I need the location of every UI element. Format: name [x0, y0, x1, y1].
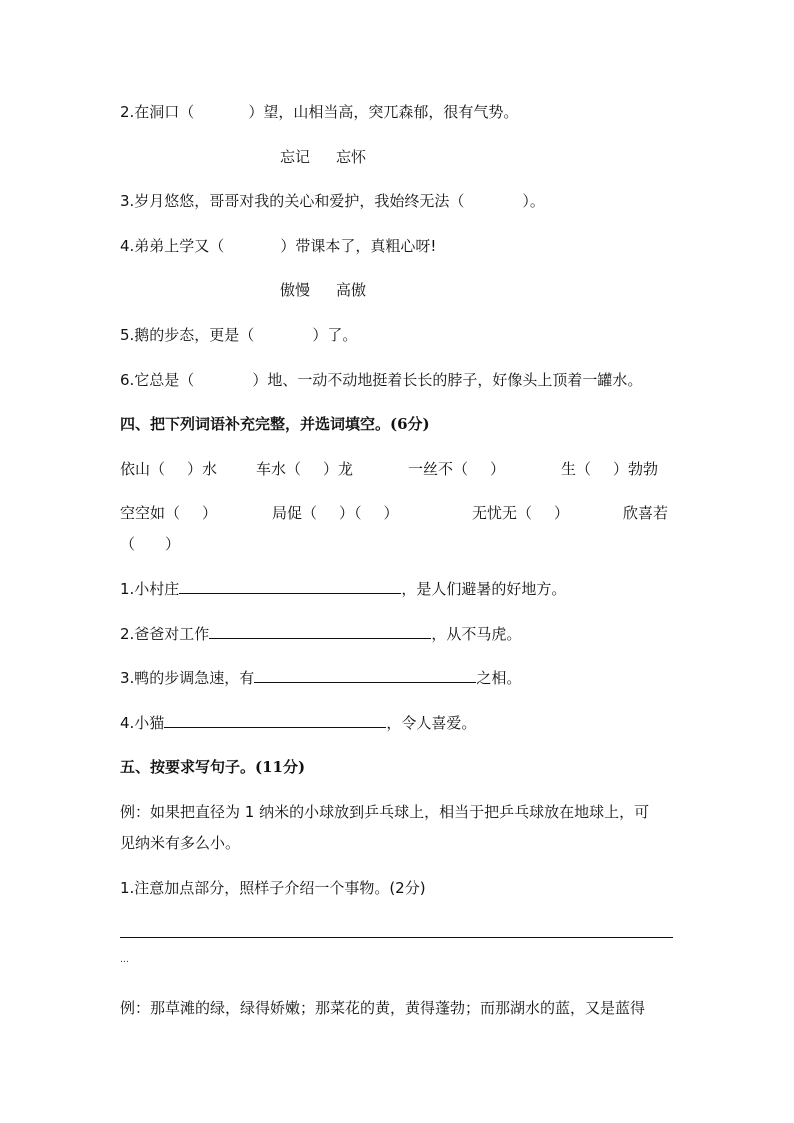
idiom-item: 车水（ ）龙	[256, 460, 354, 478]
answer-line[interactable]	[209, 624, 431, 639]
fill-question-2: 2.爸爸对工作 ，从不马虎。	[120, 625, 522, 643]
fill-question-3: 3.鸭的步调急速，有 之相。	[120, 669, 522, 687]
section-4-heading: 四、把下列词语补充完整，并选词填空。(6分)	[120, 415, 430, 433]
example-1-line-2: 见纳米有多么小。	[120, 834, 241, 852]
idiom-item: 欣喜若	[623, 504, 669, 522]
word-choice-1: 忘记	[280, 148, 311, 166]
idiom-item: 无忧无（ ）	[472, 504, 570, 522]
task-1-prompt: 1.注意加点部分，照样子介绍一个事物。(2分)	[120, 879, 426, 897]
continuation-dots: …	[120, 955, 129, 965]
answer-line[interactable]	[179, 579, 401, 594]
example-2-line-1: 例：那草滩的绿，绿得娇嫩；那菜花的黄，黄得蓬勃；而那湖水的蓝，又是蓝得	[120, 999, 646, 1017]
question-3: 3.岁月悠悠，哥哥对我的关心和爱护，我始终无法（ ）。	[120, 192, 545, 210]
answer-rule[interactable]	[120, 937, 673, 938]
fill-question-1: 1.小村庄 ，是人们避暑的好地方。	[120, 580, 567, 598]
idiom-item: 局促（ ）（ ）	[272, 504, 399, 522]
question-5: 5.鹅的步态，更是（ ）了。	[120, 326, 358, 344]
idiom-item: 依山（ ）水	[120, 460, 218, 478]
idiom-item-wrap[interactable]: （ ）	[120, 535, 181, 553]
word-choice-1: 傲慢	[280, 281, 311, 299]
section-5-heading: 五、按要求写句子。(11分)	[120, 758, 306, 776]
idiom-item: 空空如（ ）	[120, 504, 218, 522]
word-choice-2: 高傲	[336, 281, 367, 299]
question-2: 2.在洞口（ ）望，山相当高，突兀森郁，很有气势。	[120, 103, 519, 121]
example-1-line-1: 例：如果把直径为 1 纳米的小球放到乒乓球上，相当于把乒乓球放在地球上，可	[120, 803, 650, 821]
question-4: 4.弟弟上学又（ ）带课本了，真粗心呀!	[120, 237, 437, 255]
question-6: 6.它总是（ ）地、一动不动地挺着长长的脖子，好像头上顶着一罐水。	[120, 371, 643, 389]
idiom-item: 生（ ）勃勃	[561, 460, 659, 478]
idiom-item: 一丝不（ ）	[408, 460, 506, 478]
answer-line[interactable]	[254, 668, 476, 683]
answer-line[interactable]	[164, 713, 386, 728]
fill-question-4: 4.小猫 ，令人喜爱。	[120, 714, 477, 732]
word-choice-2: 忘怀	[336, 148, 367, 166]
